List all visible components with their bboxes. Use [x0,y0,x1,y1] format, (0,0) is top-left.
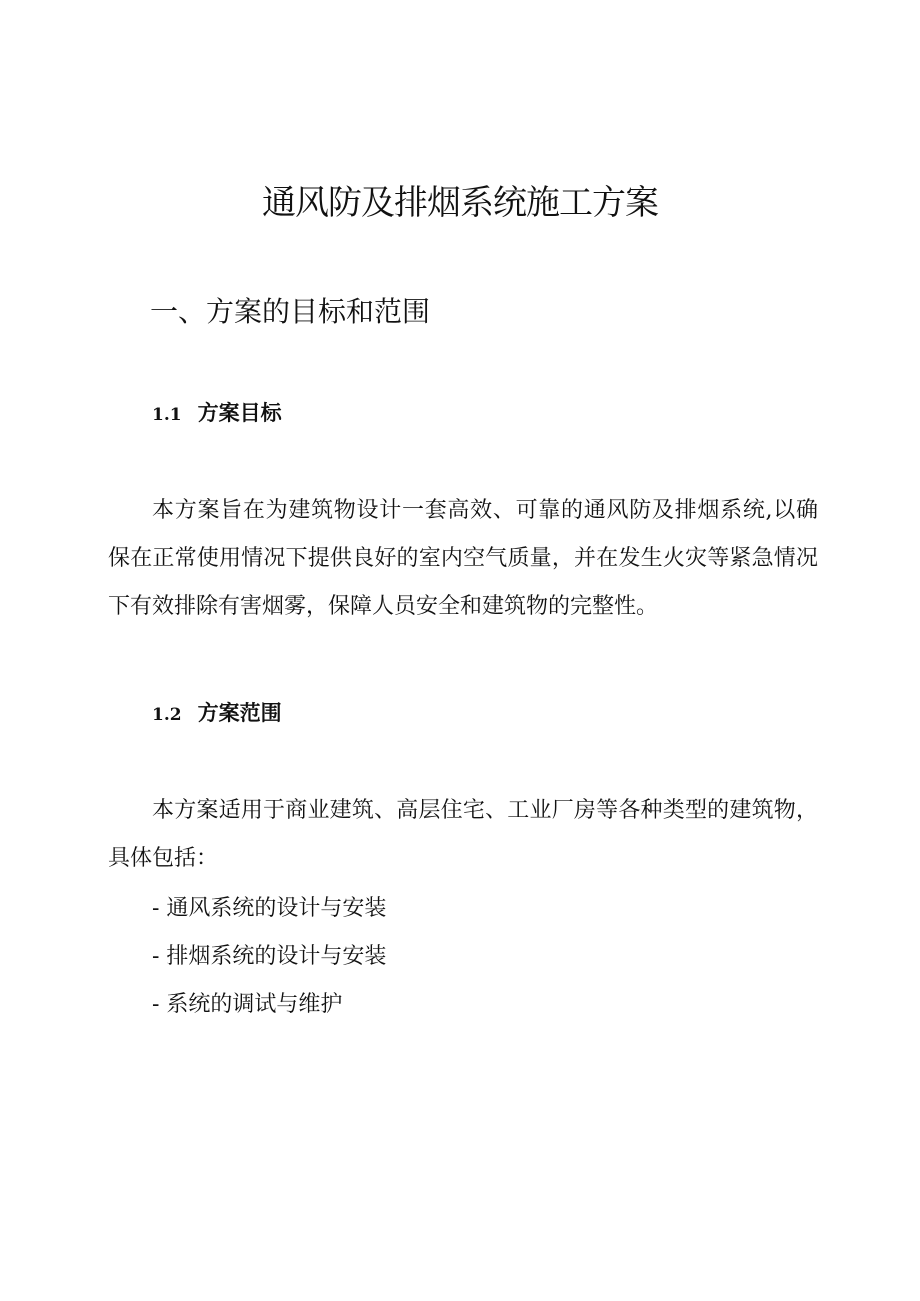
document-title: 通风防及排烟系统施工方案 [262,183,658,223]
scope-list [152,885,386,1029]
subsection-number: 1.2 [152,705,182,725]
list-item: - 通风系统的设计与安装 [152,896,387,921]
subsection-title: 方案范围 [197,701,282,725]
list-item: - 系统的调试与维护 [152,992,343,1017]
list-item: - 排烟系统的设计与安装 [152,944,387,969]
subsection-heading-scope [152,697,282,731]
subsection-heading-goal [152,397,282,431]
subsection-number: 1.1 [152,405,182,425]
subsection-title: 方案目标 [197,401,282,425]
section-heading: 一、方案的目标和范围 [150,295,431,328]
scope-paragraph: 本方案适用于商业建筑、高层住宅、工业厂房等各种类型的建筑物，具体包括： [108,798,818,871]
goal-paragraph: 本方案旨在为建筑物设计一套高效、可靠的通风防及排烟系统,以确保在正常使用情况下提供良好的室内空气质量，并在发生火灾等紧急情况下有效排除有害烟雾，保障人员安全和建筑物的完整性。 [108,498,818,619]
